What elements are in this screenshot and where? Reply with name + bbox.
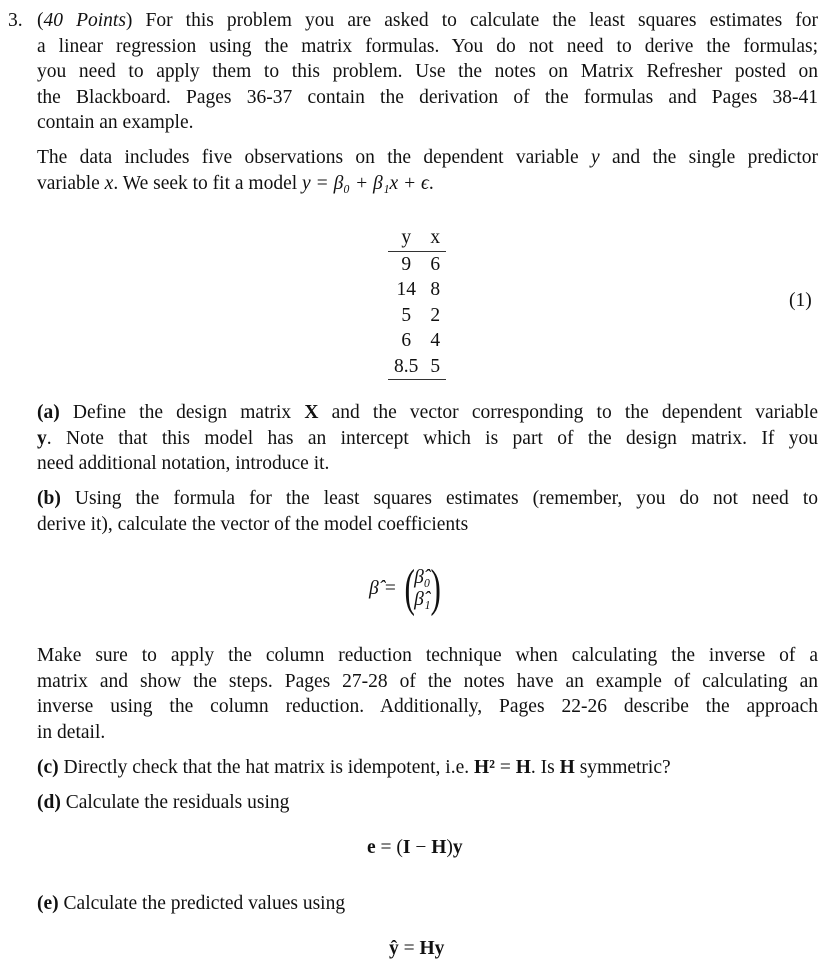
column-reduction-note	[37, 643, 818, 745]
cell-x: 8	[430, 279, 441, 300]
header-y: y	[401, 227, 412, 248]
table-row	[388, 328, 446, 354]
header-x: x	[430, 227, 441, 248]
text-line	[37, 512, 818, 538]
cell-x: 2	[430, 304, 441, 326]
text-segment: derive it), calculate the vector of the model coefficients	[37, 513, 469, 535]
predicted-equation	[389, 938, 444, 960]
emphasis-text: H²	[473, 757, 495, 778]
text-line	[37, 694, 818, 720]
cell-x: 6	[430, 253, 441, 275]
problem-intro	[37, 8, 818, 136]
text-segment: (	[37, 10, 44, 31]
residuals-equation	[367, 837, 463, 859]
text-segment: and the single predictor	[599, 147, 818, 168]
text-segment: Using the formula for the least squares estimates (remember, you do not need to	[60, 488, 818, 509]
part-e	[37, 891, 818, 917]
cell-y: 9	[401, 253, 412, 275]
text-line	[37, 400, 818, 426]
emphasis-text: y	[37, 427, 47, 449]
text-line	[37, 720, 818, 746]
equation-number: (1)	[789, 290, 812, 311]
part-a	[37, 400, 818, 477]
text-line	[37, 486, 818, 512]
text-segment: ) For this problem you are asked to calculate the least squares estimates for	[125, 10, 818, 31]
emphasis-text: (c)	[37, 757, 59, 778]
text-line	[37, 171, 818, 197]
text-line	[37, 426, 818, 452]
text-segment: variable	[37, 172, 105, 194]
eq-hat: H	[431, 837, 447, 858]
emphasis-text: (a)	[37, 402, 60, 423]
cell-y: 14	[396, 279, 416, 300]
right-paren: )	[430, 560, 441, 617]
problem-number: 3.	[8, 10, 23, 31]
emphasis-text: (d)	[37, 792, 61, 813]
text-segment: you need to apply them to this problem. Use the notes on Matrix Refresher posted on	[37, 61, 818, 83]
text-segment: inverse using the column reduction. Additionally, Pages 22-26 describe the approach	[37, 696, 818, 718]
text-segment: and the vector corresponding to the dependent variable	[318, 402, 818, 423]
text-segment: symmetric?	[574, 757, 671, 778]
cell-y: 5	[401, 304, 412, 326]
data-table	[388, 225, 446, 380]
table-row	[388, 277, 446, 303]
beta-vector	[414, 567, 431, 611]
emphasis-text: X	[304, 402, 319, 423]
eq-close: )	[446, 837, 453, 858]
part-b	[37, 486, 818, 537]
part-d	[37, 790, 818, 816]
text-segment: a linear regression using the matrix formulas. You do not need to derive the formulas;	[37, 35, 818, 57]
text-segment: Calculate the predicted values using	[58, 893, 346, 914]
eq-y: y	[452, 837, 463, 858]
left-paren: (	[404, 560, 415, 617]
text-segment: the Blackboard. Pages 36-37 contain the derivation of the formulas and Pages 38-41	[37, 86, 818, 108]
eq-equals: = (	[375, 837, 403, 858]
text-line	[37, 643, 818, 669]
eq-identity: I	[402, 837, 411, 858]
part-c	[37, 755, 818, 781]
eq-equals: =	[398, 938, 420, 959]
text-segment: matrix and show the steps. Pages 27-28 of the notes have an example of calculating an	[37, 670, 818, 692]
cell-x: 5	[430, 355, 441, 377]
emphasis-text: H	[559, 757, 575, 778]
text-segment: .	[428, 172, 434, 194]
text-segment: . Is	[530, 757, 560, 778]
emphasis-text: H	[515, 757, 531, 778]
eq-minus: −	[410, 837, 432, 858]
text-segment: . We seek to fit a model	[113, 172, 303, 194]
text-segment: Directly check that the hat matrix is idempotent, i.e.	[58, 757, 474, 778]
beta-0: β̂₀	[414, 567, 431, 588]
emphasis-text: (b)	[37, 488, 61, 509]
table-row	[388, 354, 446, 380]
emphasis-text: (e)	[37, 893, 59, 914]
text-line	[37, 891, 818, 917]
text-line	[37, 669, 818, 695]
text-segment: Make sure to apply the column reduction technique when calculating the inverse of a	[37, 645, 818, 666]
math-inline: x	[104, 172, 114, 194]
table-row	[388, 303, 446, 329]
emphasis-text: 40 Points	[43, 10, 126, 31]
text-segment: in detail.	[37, 721, 106, 743]
cell-y: 8.5	[394, 355, 419, 377]
eq-e: e	[367, 837, 376, 858]
math-inline: y = β₀ + β₁x + ϵ	[302, 172, 429, 194]
table-row	[388, 251, 446, 277]
text-line	[37, 59, 818, 85]
text-segment: The data includes five observations on the dependent variable	[37, 147, 592, 168]
text-segment: need additional notation, introduce it.	[37, 453, 330, 475]
beta-lhs: β̂ =	[369, 578, 397, 599]
text-line	[37, 85, 818, 111]
beta-vector-equation	[369, 560, 444, 617]
text-segment: . Note that this model has an intercept which is part of the design matrix. If you	[46, 427, 818, 449]
text-line	[37, 145, 818, 171]
text-segment: Define the design matrix	[59, 402, 305, 423]
text-segment: =	[495, 757, 516, 778]
text-segment: Calculate the residuals using	[60, 792, 290, 813]
eq-yhat: ŷ	[389, 938, 399, 959]
eq-hy: Hy	[419, 938, 445, 959]
cell-x: 4	[430, 330, 441, 351]
beta-1: β̂₁	[414, 589, 431, 610]
text-line	[37, 8, 818, 34]
text-line	[37, 34, 818, 60]
cell-y: 6	[401, 330, 412, 351]
data-description	[37, 145, 818, 196]
text-line	[37, 451, 818, 477]
math-inline: y	[591, 147, 600, 168]
text-line	[37, 755, 818, 781]
text-segment: contain an example.	[37, 112, 194, 134]
text-line	[37, 790, 818, 816]
text-line	[37, 110, 818, 136]
